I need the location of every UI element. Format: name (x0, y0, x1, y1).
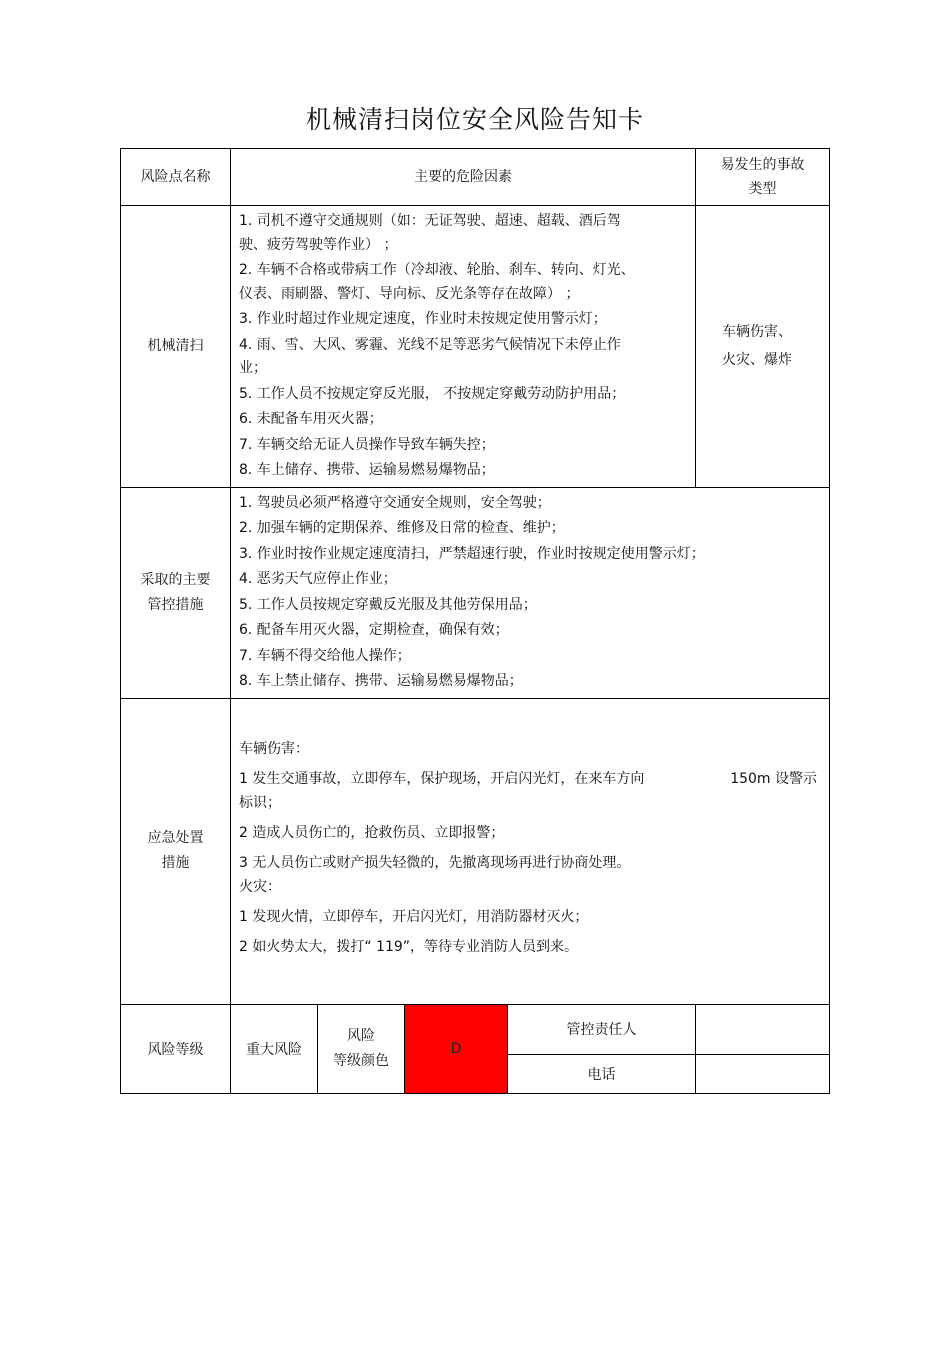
vehicle-injury-step-1-cont: 标识； (239, 794, 281, 811)
risk-level-value: 重大风险 (231, 1004, 318, 1093)
accident-type-line1: 车辆伤害、 (722, 324, 792, 341)
vehicle-injury-step-1 (239, 767, 817, 791)
control-measure-item: 2. 加强车辆的定期保养、维修及日常的检查、维护； (239, 520, 565, 536)
header-risk-point-name: 风险点名称 (121, 149, 231, 206)
vehicle-injury-step-1-text: 1 发生交通事故，立即停车，保护现场，开启闪光灯，在来车方向 (239, 770, 645, 787)
fire-step-1: 1 发现火情，立即停车，开启闪光灯，用消防器材灭火； (239, 908, 589, 925)
control-measure-item: 6. 配备车用灭火器，定期检查，确保有效； (239, 622, 509, 638)
emergency-label-line2: 措施 (161, 855, 190, 871)
vehicle-injury-step-1-distance: 150m 设警示 (730, 770, 817, 787)
hazards-row (121, 206, 830, 488)
emergency-row (121, 698, 830, 1004)
risk-color-label (318, 1004, 405, 1093)
fire-step-2: 2 如火势太大，拨打“ 119”，等待专业消防人员到来。 (239, 938, 579, 955)
hazard-list (231, 206, 696, 488)
hazard-item: 4. 雨、雪、大风、雾霾、光线不足等恶劣气候情况下未停止作业； (239, 336, 621, 376)
control-measure-item: 3. 作业时按作业规定速度清扫，严禁超速行驶，作业时按规定使用警示灯； (239, 545, 705, 562)
risk-color-label-line2: 等级颜色 (333, 1052, 389, 1069)
vehicle-injury-step-2: 2 造成人员伤亡的，抢救伤员、立即报警； (239, 824, 505, 841)
responsible-person-label: 管控责任人 (508, 1004, 696, 1054)
header-accident-type-line1: 易发生的事故 (720, 157, 805, 173)
header-main-hazards: 主要的危险因素 (231, 149, 696, 206)
control-measure-item: 5. 工作人员按规定穿戴反光服及其他劳保用品； (239, 596, 537, 613)
control-row (121, 487, 830, 698)
accident-types (696, 206, 830, 488)
hazard-item: 8. 车上储存、携带、运输易燃易爆物品； (239, 462, 495, 478)
control-label-line1: 采取的主要 (140, 571, 211, 588)
phone-value (696, 1054, 830, 1093)
risk-color-label-line1: 风险 (347, 1027, 375, 1044)
hazard-item: 5. 工作人员不按规定穿反光服， 不按规定穿戴劳动防护用品； (239, 385, 626, 402)
control-measure-list (231, 487, 830, 698)
emergency-label-line1: 应急处置 (147, 830, 204, 846)
hazard-item: 7. 车辆交给无证人员操作导致车辆失控； (239, 436, 495, 453)
hazard-item: 6. 未配备车用灭火器； (239, 411, 383, 427)
vehicle-injury-step-3: 3 无人员伤亡或财产损失轻微的，先撤离现场再进行协商处理。 (239, 854, 631, 871)
emergency-label (121, 698, 231, 1004)
control-measure-item: 1. 驾驶员必须严格遵守交通安全规则，安全驾驶； (239, 494, 551, 511)
header-accident-type-line2: 类型 (748, 181, 777, 197)
phone-label: 电话 (508, 1054, 696, 1093)
header-accident-type (696, 149, 830, 206)
control-measure-item: 8. 车上禁止储存、携带、运输易燃易爆物品； (239, 673, 523, 689)
control-measure-item: 4. 恶劣天气应停止作业； (239, 571, 397, 587)
fire-heading: 火灾： (239, 878, 281, 895)
risk-level-label: 风险等级 (121, 1004, 231, 1093)
control-measure-item: 7. 车辆不得交给他人操作； (239, 647, 411, 664)
risk-color-swatch: D (405, 1004, 508, 1093)
header-row (121, 149, 830, 206)
risk-point-name: 机械清扫 (121, 206, 231, 488)
hazard-item: 3. 作业时超过作业规定速度，作业时未按规定使用警示灯； (239, 311, 607, 327)
responsible-person-value (696, 1004, 830, 1054)
vehicle-injury-heading: 车辆伤害： (239, 740, 309, 757)
control-label (121, 487, 231, 698)
control-label-line2: 管控措施 (147, 596, 204, 613)
hazard-item: 2. 车辆不合格或带病工作（冷却液、轮胎、刹车、转向、灯光、仪表、雨刷器、警灯、导向标、反光条等存在故障） ； (239, 262, 635, 302)
hazard-item: 1. 司机不遵守交通规则（如：无证驾驶、超速、超载、酒后驾驶、疲劳驾驶等作业） ； (239, 213, 621, 253)
risk-table (120, 148, 830, 1094)
emergency-measures (231, 698, 830, 1004)
risk-level-row (121, 1004, 830, 1054)
accident-type-line2: 火灾、爆炸 (722, 352, 792, 369)
page-title: 机械清扫岗位安全风险告知卡 (305, 105, 644, 134)
